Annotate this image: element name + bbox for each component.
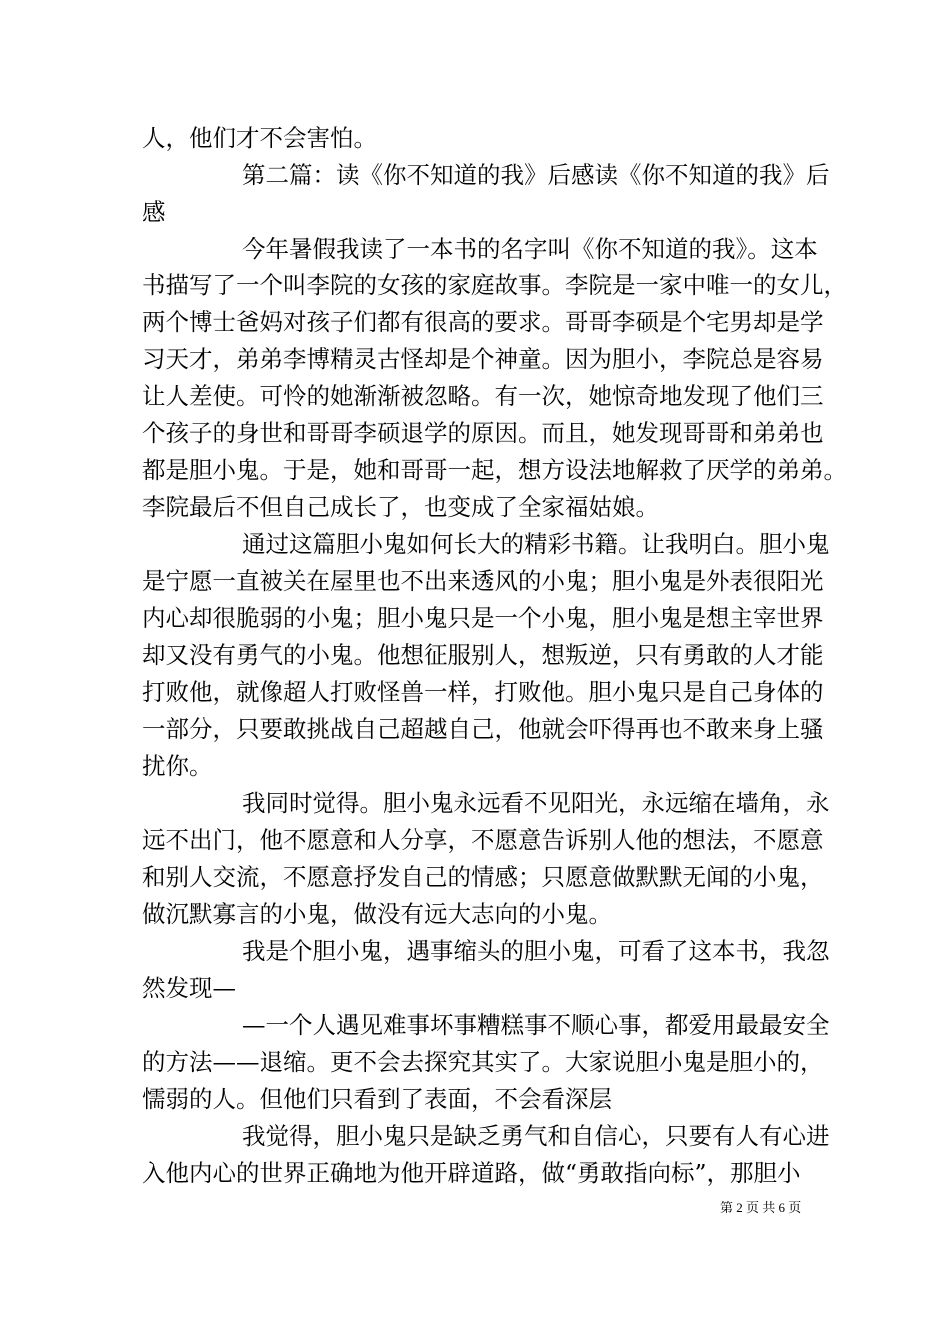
- text-line: 扰你。: [142, 752, 213, 780]
- text-line: 李院最后不但自己成长了，也变成了全家福姑娘。: [142, 493, 659, 521]
- text-line: 内心却很脆弱的小鬼；胆小鬼只是一个小鬼，胆小鬼是想主宰世界: [142, 604, 824, 632]
- text-line: 一部分，只要敢挑战自己超越自己，他就会吓得再也不敢来身上骚: [142, 715, 824, 743]
- text-line: 两个博士爸妈对孩子们都有很高的要求。哥哥李硕是个宅男却是学: [142, 308, 824, 336]
- text-line: 的方法——退缩。更不会去探究其实了。大家说胆小鬼是胆小的，: [142, 1048, 824, 1076]
- paragraph-start: 今年暑假我读了一本书的名字叫《你不知道的我》。这本: [242, 235, 818, 263]
- paragraph-start: 我是个胆小鬼，遇事缩头的胆小鬼，可看了这本书，我忽: [242, 937, 830, 965]
- text-line: 做沉默寡言的小鬼，做没有远大志向的小鬼。: [142, 900, 612, 928]
- text-line: 让人差使。可怜的她渐渐被忽略。有一次，她惊奇地发现了他们三: [142, 382, 824, 410]
- paragraph-start: 我觉得，胆小鬼只是缺乏勇气和自信心，只要有人有心进: [242, 1122, 830, 1150]
- text-line: 懦弱的人。但他们只看到了表面，不会看深层: [142, 1085, 612, 1113]
- section-heading-continued: 感: [142, 198, 166, 226]
- section-heading: 第二篇：读《你不知道的我》后感读《你不知道的我》后: [242, 161, 830, 189]
- text-line: 是宁愿一直被关在屋里也不出来透风的小鬼；胆小鬼是外表很阳光: [142, 567, 824, 595]
- text-line: 人，他们才不会害怕。: [142, 124, 377, 152]
- text-line: 和别人交流，不愿意抒发自己的情感；只愿意做默默无闻的小鬼，: [142, 863, 824, 891]
- page-number-footer: 第 2 页 共 6 页: [720, 1200, 802, 1215]
- paragraph-start: 通过这篇胆小鬼如何长大的精彩书籍。让我明白。胆小鬼: [242, 530, 830, 558]
- text-line: 却又没有勇气的小鬼。他想征服别人，想叛逆，只有勇敢的人才能: [142, 641, 824, 669]
- paragraph-start: 我同时觉得。胆小鬼永远看不见阳光，永远缩在墙角，永: [242, 789, 830, 817]
- text-line: 都是胆小鬼。于是，她和哥哥一起，想方设法地解救了厌学的弟弟。: [142, 456, 847, 484]
- text-line: 然发现—: [142, 974, 236, 1002]
- text-line: 远不出门，他不愿意和人分享，不愿意告诉别人他的想法，不愿意: [142, 826, 824, 854]
- text-line: 个孩子的身世和哥哥李硕退学的原因。而且，她发现哥哥和弟弟也: [142, 419, 824, 447]
- paragraph-start: —一个人遇见难事坏事糟糕事不顺心事，都爱用最最安全: [242, 1011, 830, 1039]
- text-line: 习天才，弟弟李博精灵古怪却是个神童。因为胆小，李院总是容易: [142, 345, 824, 373]
- text-line: 书描写了一个叫李院的女孩的家庭故事。李院是一家中唯一的女儿，: [142, 271, 847, 299]
- text-line: 打败他，就像超人打败怪兽一样，打败他。胆小鬼只是自己身体的: [142, 678, 824, 706]
- text-line: 入他内心的世界正确地为他开辟道路，做“勇敢指向标”，那胆小: [142, 1159, 801, 1187]
